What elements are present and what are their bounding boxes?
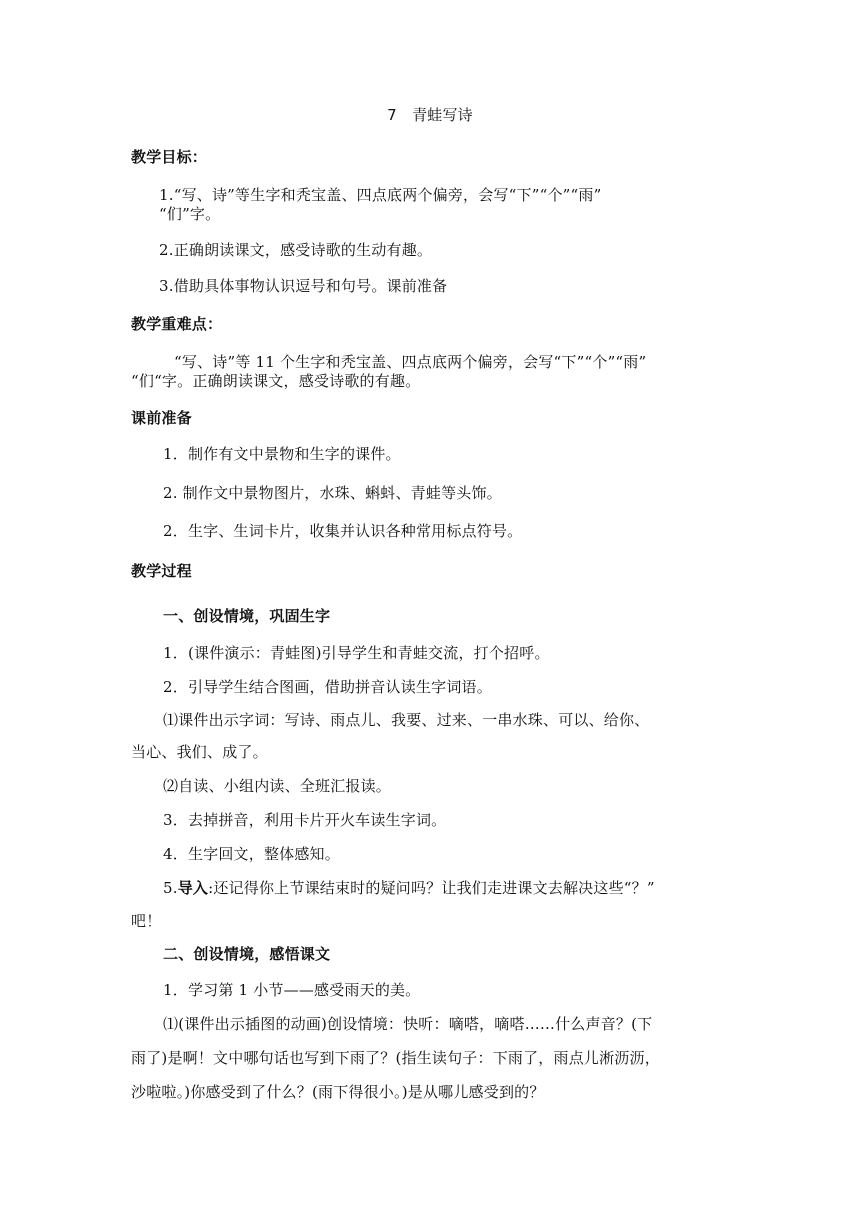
section-2-paragraph-2-line-2: 雨了)是啊！文中哪句话也写到下雨了？(指生读句子：下雨了，雨点儿淅沥沥，: [131, 1049, 660, 1067]
section-1-paragraph-2: 2．引导学生结合图画，借助拼音认读生字词语。: [163, 678, 492, 696]
section-1-paragraph-6: 4．生字回文，整体感知。: [163, 845, 340, 863]
preparation-item-2: 2. 制作文中景物图片，水珠、蝌蚪、青蛙等头饰。: [163, 484, 502, 502]
section-1-paragraph-7: [163, 877, 655, 899]
goals-item-3: 3.借助具体事物认识逗号和句号。课前准备: [159, 277, 448, 295]
section-1-paragraph-5: 3．去掉拼音，利用卡片开火车读生字词。: [163, 811, 447, 829]
goals-item-2: 2.正确朗读课文，感受诗歌的生动有趣。: [159, 241, 433, 259]
section-2-paragraph-1: 1．学习第 1 小节——感受雨天的美。: [163, 981, 421, 999]
preparation-item-1: 1．制作有文中景物和生字的课件。: [163, 445, 401, 463]
section-2-heading: 二、创设情境，感悟课文: [163, 945, 331, 963]
section-2-paragraph-2-line-3: 沙啦啦。)你感受到了什么？(雨下得很小。)是从哪儿感受到的？: [131, 1083, 545, 1101]
section-2-paragraph-2-line-1: ⑴(课件出示插图的动画)创设情境：快听：嘀嗒，嘀嗒……什么声音？(下: [163, 1015, 653, 1033]
section-1-paragraph-7-number: 5.: [163, 879, 178, 897]
goals-item-1-line-1: 1.“写、诗”等生字和秃宝盖、四点底两个偏旁，会写“下”“个”“雨”: [159, 186, 602, 204]
key-points-heading: 教学重难点：: [131, 315, 223, 333]
goals-heading: 教学目标：: [131, 148, 208, 166]
section-1-paragraph-7-text: :还记得你上节课结束时的疑问吗？让我们走进课文去解决这些“？”: [208, 879, 655, 897]
section-1-paragraph-1: 1．(课件演示：青蛙图)引导学生和青蛙交流，打个招呼。: [163, 644, 550, 662]
key-points-line-1: “写、诗”等 11 个生字和秃宝盖、四点底两个偏旁，会写“下”“个”“雨”: [174, 353, 647, 371]
section-1-paragraph-7-bold-label: 导入: [177, 879, 209, 897]
section-1-heading: 一、创设情境，巩固生字: [163, 607, 331, 625]
preparation-item-3: 2．生字、生词卡片，收集并认识各种常用标点符号。: [163, 522, 523, 540]
section-1-paragraph-3-line-1: ⑴课件出示字词：写诗、雨点儿、我要、过来、一串水珠、可以、给你、: [163, 711, 650, 729]
process-heading: 教学过程: [131, 562, 192, 580]
section-1-paragraph-7-line-2: 吧！: [131, 912, 162, 930]
preparation-heading: 课前准备: [131, 409, 192, 427]
section-1-paragraph-3-line-2: 当心、我们、成了。: [131, 743, 268, 761]
section-1-paragraph-4: ⑵自读、小组内读、全班汇报读。: [163, 777, 392, 795]
document-title: 7 青蛙写诗: [387, 106, 473, 124]
goals-item-1-line-2: “们”字。: [159, 205, 221, 223]
key-points-line-2: “们“字。正确朗读课文，感受诗歌的有趣。: [131, 372, 421, 390]
